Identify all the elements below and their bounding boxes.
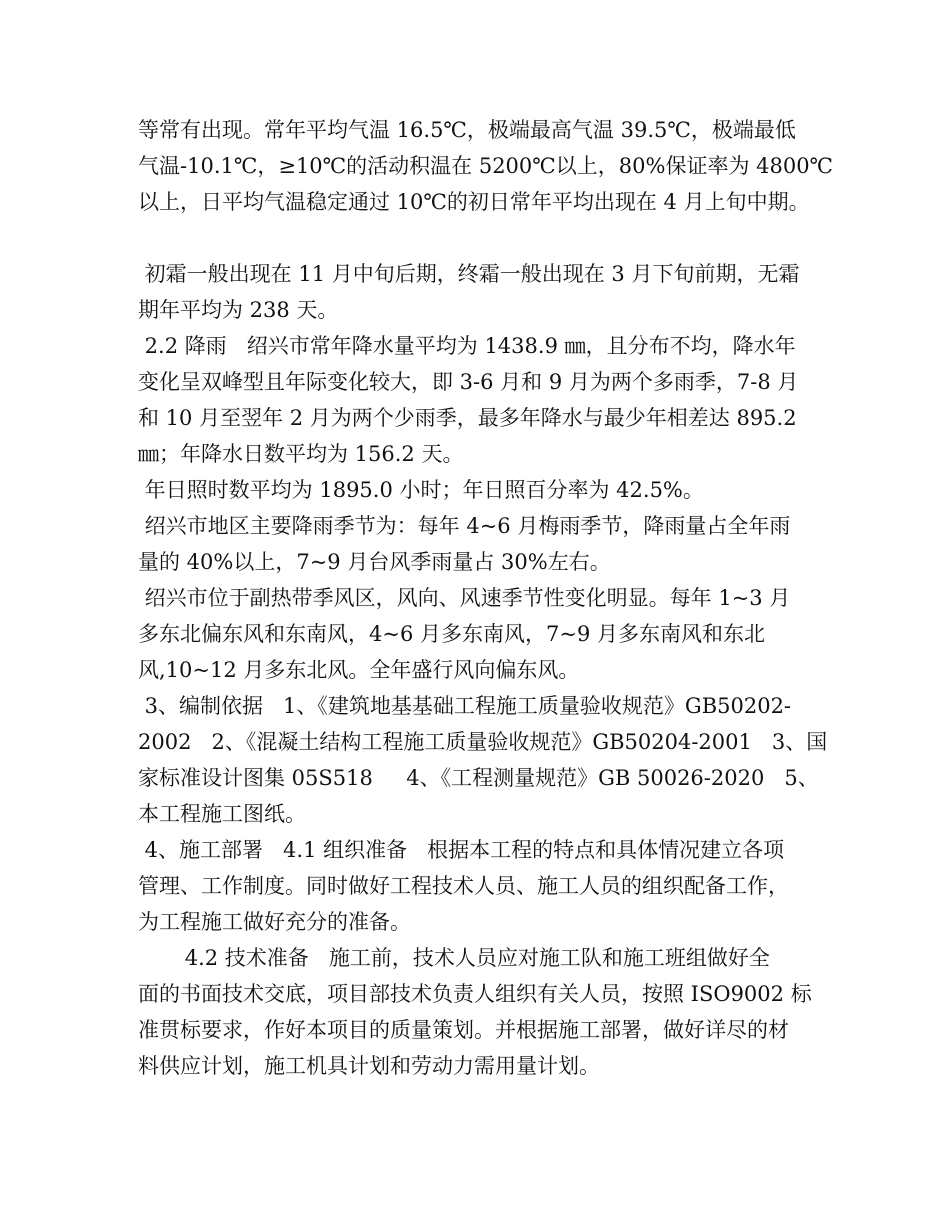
text-line: 面的书面技术交底，项目部技术负责人组织有关人员，按照 ISO9002 标 — [138, 982, 812, 1006]
paragraph-rain-season — [138, 508, 828, 580]
text-line: 量的 40%以上，7~9 月台风季雨量占 30%左右。 — [138, 550, 611, 574]
text-line: 和 10 月至翌年 2 月为两个少雨季，最多年降水与最少年相差达 895.2 — [138, 406, 797, 430]
paragraph-basis — [138, 688, 828, 832]
text-line: 4、施工部署 4.1 组织准备 根据本工程的特点和具体情况建立各项 — [138, 838, 785, 862]
text-line: 准贯标要求，作好本项目的质量策划。并根据施工部署，做好详尽的材 — [138, 1018, 789, 1042]
text-line: 2.2 降雨 绍兴市常年降水量平均为 1438.9 ㎜，且分布不均，降水年 — [138, 334, 796, 358]
text-line: 4.2 技术准备 施工前，技术人员应对施工队和施工班组做好全 — [138, 946, 770, 970]
paragraph-deployment — [138, 832, 828, 940]
text-line: 多东北偏东风和东南风，4~6 月多东南风，7~9 月多东南风和东北 — [138, 622, 765, 646]
text-line: 绍兴市地区主要降雨季节为：每年 4~6 月梅雨季节，降雨量占全年雨 — [138, 514, 791, 538]
paragraph-technical — [138, 940, 828, 1084]
paragraph-sunshine — [138, 472, 828, 508]
text-line: 初霜一般出现在 11 月中旬后期，终霜一般出现在 3 月下旬前期，无霜 — [138, 262, 800, 286]
paragraph-wind — [138, 580, 828, 688]
text-line: ㎜；年降水日数平均为 156.2 天。 — [138, 442, 464, 466]
text-line: 风,10~12 月多东北风。全年盛行风向偏东风。 — [138, 658, 580, 682]
paragraph-climate-temperature — [138, 112, 834, 220]
text-line: 料供应计划，施工机具计划和劳动力需用量计划。 — [138, 1054, 600, 1078]
text-line: 气温-10.1℃，≥10℃的活动积温在 5200℃以上，80%保证率为 4800℃ — [138, 154, 834, 178]
text-line: 3、编制依据 1、《建筑地基基础工程施工质量验收规范》GB50202- — [138, 694, 792, 718]
text-line: 以上，日平均气温稳定通过 10℃的初日常年平均出现在 4 月上旬中期。 — [138, 190, 810, 214]
text-line: 期年平均为 238 天。 — [138, 298, 339, 322]
text-line: 绍兴市位于副热带季风区，风向、风速季节性变化明显。每年 1~3 月 — [138, 586, 791, 610]
text-line: 为工程施工做好充分的准备。 — [138, 910, 411, 934]
text-line: 管理、工作制度。同时做好工程技术人员、施工人员的组织配备工作， — [138, 874, 789, 898]
text-line: 2002 2、《混凝土结构工程施工质量验收规范》GB50204-2001 3、国 — [138, 730, 828, 754]
paragraph-frost — [138, 256, 828, 328]
text-line: 本工程施工图纸。 — [138, 802, 306, 826]
text-line: 等常有出现。常年平均气温 16.5℃，极端最高气温 39.5℃，极端最低 — [138, 118, 796, 142]
text-line: 变化呈双峰型且年际变化较大，即 3-6 月和 9 月为两个多雨季，7-8 月 — [138, 370, 799, 394]
text-line: 年日照时数平均为 1895.0 小时；年日照百分率为 42.5%。 — [138, 478, 704, 502]
paragraph-rainfall — [138, 328, 828, 472]
text-line: 家标准设计图集 05S518 4、《工程测量规范》GB 50026-2020 5、 — [138, 766, 819, 790]
